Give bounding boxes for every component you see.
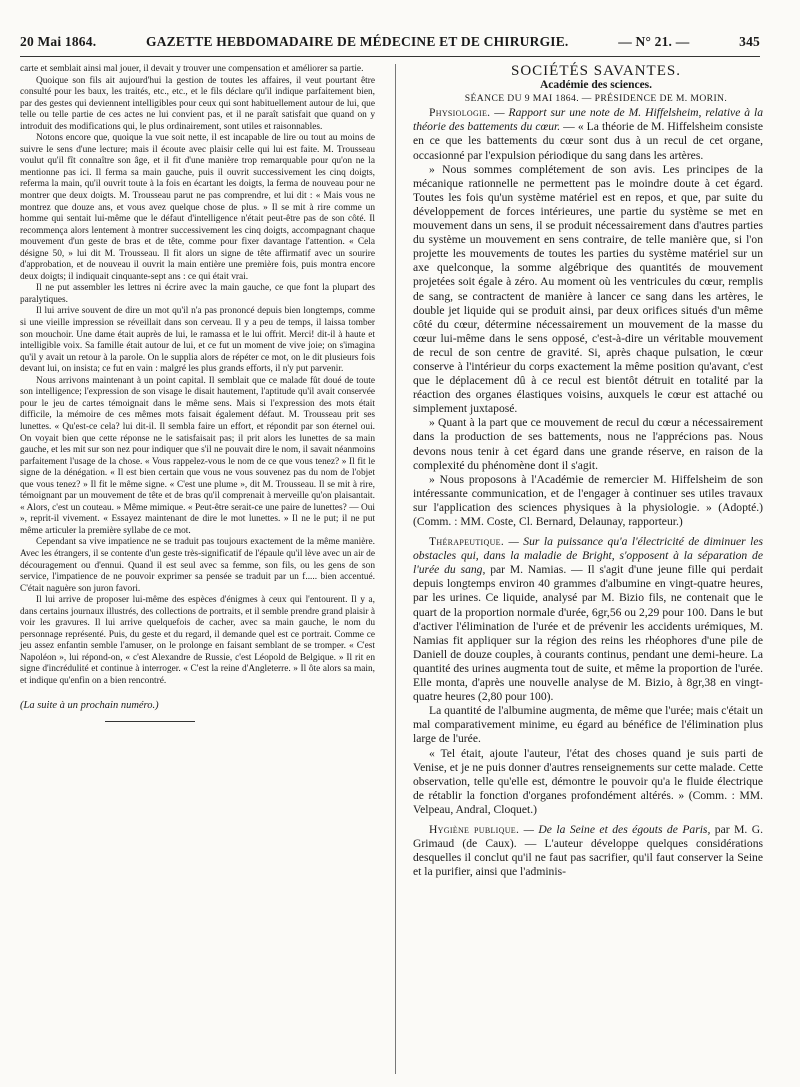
paragraph: » Quant à la part que ce mouvement de recul du cœur a nécessairement dans la production de ses battements, nous ne l'apprécions pas. Nous devons nous tenir à cet égard dans une grande réserve, en raison de la complexité du phénomène dont il s'agit. [413,416,763,472]
paragraph: » Nous sommes complétement de son avis. Les principes de la mécanique rationnelle ne permettent pas le moindre doute à cet égard. Toutes les fois qu'un système matériel est en repos, et que, par suite du développement de forces intérieures, une partie du système se met en mouvement dans un sens, il se produit nécessairement dans d'autres parties du système un mouvement en sens contraire, de telle manière que, si l'on projette les mouvements de toutes les parties du système matériel sur un axe quelconque, la somme algébrique des quantités de mouvement projetées soit égale à zéro. Au moment où les ventricules du cœur, remplis de sang, se contractent de manière à lancer ce sang dans les artères, le double jet liquide qui se produit ainsi, par deux orifices situés d'un même côté du cœur, détermine nécessairement un mouvement de la masse du cœur lui-même dans le sens opposé, c'est-à-dire un véritable mouvement de recul de son centre de gravité. Si, après chaque pulsation, le cœur conserve à l'intérieur du corps exactement la même position qu'avant, c'est que le déplacement dû à ce recul est bientôt détruit en totalité par la réaction des organes élastiques voisins, auxquels le cœur est attaché ou simplement juxtaposé. [413,162,763,416]
subject-label: Physiologie. [429,106,491,120]
paragraph: Il lui arrive de proposer lui-même des espèces d'énigmes à ceux qui l'entourent. Il y a, dans certains journaux illustrés, des collections de portraits, et il semble prendre grand plaisir à voir les gravures. Il lui arrive quelquefois de cacher, avec sa main gauche, le nom du personnage représenté. Puis, du geste et du regard, il demande quel est ce portrait. Comme ce jeu assez enfantin semble l'amuser, on le prolonge en faisant semblant de se tromper. « C'est Napoléon », lui répond-on, « c'est Alexandre de Russie, c'est Léopold de Belgique. » Il rit en signe d'incrédulité et continue à interroger. « C'est la reine d'Angleterre. » Il ôte alors sa main, et indique qu'enfin on a bien rencontré. [20,595,375,686]
paragraph: Nous arrivons maintenant à un point capital. Il semblait que ce malade fût doué de toute son intelligence; l'expression de son visage le disait hautement, l'aptitude qu'il avait conservée pour le jeu de cartes témoignait dans le même sens. Mais si l'expression des mots était difficile, la mémoire de ces mêmes mots faisait également défaut. M. Trousseau prit ses lunettes. « Qu'est-ce cela? lui dit-il. Il sembla faire un effort, et répondit par son éternel oui. On voyait bien que cette réponse ne le satisfaisait pas; il prit alors les lunettes de sa main gauche, et les mit sur son nez pour indiquer que s'il ne pouvait dire le nom, il savait néanmoins parfaitement l'usage de la chose. « Vous rappelez-vous le nom de ce que vous tenez? » Il fit le signe de la dénégation. « Il est bien certain que vous ne vous souvenez pas du nom de l'objet que vous tenez? » Il fit le même signe. « C'est une plume », dit M. Trousseau. Il se mit à rire, témoignant par un mouvement de tête et de bras qu'il comprenait à merveille qu'on plaisantait. « Alors, c'est un couteau. » Même mimique. « Peut-être serait-ce une paire de lunettes? — Oui », reprit-il vivement. « Essayez maintenant de dire le mot lunettes. » Il ne le put; il ne put même articuler la première syllabe de ce mot. [20,375,375,536]
hygiene-entry: Hygiène publique. — De la Seine et des égouts de Paris, par M. G. Grimaud (de Caux). — L'auteur développe quelques considérations desquelles il conclut qu'il ne faut pas sacrifier, qu'il faut conserver la Seine et la purifier, ainsi que l'adminis- [413,822,764,879]
paragraph: La quantité de l'albumine augmenta, de même que l'urée; mais c'était un mal comparativement minime, eu égard au bénéfice de l'élimination plus large de l'urée. [413,704,763,746]
report-title: — Rapport sur une note de M. Hiffelsheim, relative à la théorie des battements du cœur. [413,106,763,134]
journal-title: GAZETTE HEBDOMADAIRE DE MÉDECINE ET DE CHIRURGIE. [146,34,569,49]
column-divider [395,64,396,1074]
right-column [413,64,763,879]
page-number: 345 [739,34,760,49]
paragraph: « Tel était, ajoute l'auteur, l'état des choses quand je suis parti de Venise, et je ne puis donner d'autres renseignements sur cette malade. Cette observation, telle qu'elle est, démontre le pouvoir qu'a le fluide électrique de rétablir la fonction d'organes profondément altérés. » (Comm. : MM. Velpeau, Andral, Cloquet.) [413,746,763,816]
paragraph: Il ne put assembler les lettres ni écrire avec la main gauche, ce que font la plupart des paralytiques. [20,283,375,305]
section-title: SOCIÉTÉS SAVANTES. [511,63,681,79]
header-date: 20 Mai 1864. [20,34,97,49]
report-title: — De la Seine et des égouts de Paris, [519,822,711,836]
paragraph: carte et semblait ainsi mal jouer, il devait y trouver une compensation et améliorer sa partie. [20,64,364,74]
report-title: — Sur la puissance qu'a l'électricité de diminuer les obstacles qui, dans la maladie de Bright, s'opposent à la séparation de l'urée du sang, [413,535,763,577]
running-header [20,34,760,57]
continuation-note: (La suite à un prochain numéro.) [20,699,159,711]
paragraph: Cependant sa vive impatience ne se traduit pas toujours exactement de la même manière. Avec les étrangers, il se contente d'un geste très-significatif de l'épaule qu'il lève avec un air de découragement ou d'ennui. Quand il est seul avec sa femme, son fils, ou les gens de son service, l'impatience de ne pouvoir exprimer sa pensée se traduit par un f..... bien accentué. C'était naguère son juron favori. [20,537,375,594]
paragraph: Quoique son fils ait aujourd'hui la gestion de toutes les affaires, il veut pourtant être consulté pour les baux, les traités, etc., etc., et le fils déclare qu'il indique parfaitement bien, par des gestes qui deviennent intelligibles pour ceux qui sont habituellement autour de lui, que telle ou telle partie de ces actes ne lui convient pas, et il ne paraît satisfait que quand on y introduit des modifications qui, le plus ordinairement, sont utiles et raisonnables. [20,75,375,132]
paragraph: Notons encore que, quoique la vue soit nette, il est incapable de lire ou tout au moins de suivre le sens d'une lecture; mais il écoute avec plaisir celle qui lui est faite. M. Trousseau voulut qu'il fît connaître son âge, et il fit d'une manière trop remarquable pour qu'on ne la mentionne pas ici. Il ferma sa main gauche, puis il ouvrit successivement les cinq doigts, referma la main, qu'il ouvrit toute à la fois en écartant les doigts, la ferma de nouveau pour ne montrer que deux doigts. M. Trousseau parut ne pas comprendre, et lui dit : « Mais vous ne montrez que douze ans, et vous avez quelque chose de plus. » Il se mit à rire comme un homme qui sentait lui-même que le défaut d'intelligence n'était peut-être pas de son côté. Il recommença alors lentement à montrer successivement les cinq doigts, accompagnant chaque mouvement d'un geste de bras et de tête, comme pour fixer davantage l'attention. « Cela désigne 50, » lui dit M. Trousseau. Il fit alors un signe de tête affirmatif avec un sourire d'approbation, et de nouveau il ouvrit la main entière une première fois, puis montra encore deux doigts; il indiquait cinquante-sept ans : ce qui était vrai. [20,133,375,282]
paragraph: Il lui arrive souvent de dire un mot qu'il n'a pas prononcé depuis bien longtemps, comme si une vieille impression se réveillait dans son cerveau. Il y a peu de temps, il laissa tomber son mouchoir. Une dame était auprès de lui, le ramassa et le lui offrit. Merci! dit-il à haute et intelligible voix. Sa famille était autour de lui, et ce fut un moment de vive joie; on s'imagina qu'il y avait un retour à la parole. On le supplia alors de répéter ce mot, on le dit plusieurs fois devant lui, on insista; ce fut en vain : malgré les plus grands efforts, il n'y put parvenir. [20,306,375,375]
subject-label: Hygiène publique. [429,822,520,836]
paragraph: » Nous proposons à l'Académie de remercier M. Hiffelsheim de son intéressante communication, et de l'engager à continuer ses utiles travaux sur l'application des sciences physiques à la physiologie. » (Adopté.) (Comm. : MM. Coste, Cl. Bernard, Delaunay, rapporteur.) [413,472,763,528]
physiology-entry: Physiologie. — Rapport sur une note de M. Hiffelsheim, relative à la théorie des battements du cœur. — « La théorie de M. Hiffelsheim consiste en ce que les battements du cœur sont dus à un recul de cet organe, occasionné par l'expulsion périodique du sang dans les artères. [413,106,763,162]
left-column [20,64,375,722]
session-line: SÉANCE DU 9 MAI 1864. — PRÉSIDENCE DE M. MORIN. [464,93,728,105]
therapeutics-entry: Thérapeutique. — Sur la puissance qu'a l'électricité de diminuer les obstacles qui, dans la maladie de Bright, s'opposent à la séparation de l'urée du sang, par M. Namias. — Il s'agit d'une jeune fille qui perdait depuis longtemps environ 40 grammes d'albumine en vingt-quatre heures, par les urines. Ce liquide, analysé par M. Bizio fils, ne contenait que le quart de la proportion normale d'urée, 6gr,56 ou 2,29 pour 100. Dans le but d'activer l'élimination de l'urée et de prévenir les accidents urémiques, M. Namias fit appliquer sur la région des reins les rhéophores d'une pile de Daniell de douze couples, à courants continus, pendant une demi-heure. La quantité des urines augmenta tout de suite, et même la proportion de l'urée. Elle monta, d'après une nouvelle analyse de M. Bizio, à 8gr,38 en vingt-quatre heures (2,80 pour 100). [413,535,763,704]
end-rule [105,721,195,722]
issue-number: — N° 21. — [618,34,690,49]
subject-label: Thérapeutique. [429,535,505,549]
academy-heading: Académie des sciences. [539,79,653,92]
